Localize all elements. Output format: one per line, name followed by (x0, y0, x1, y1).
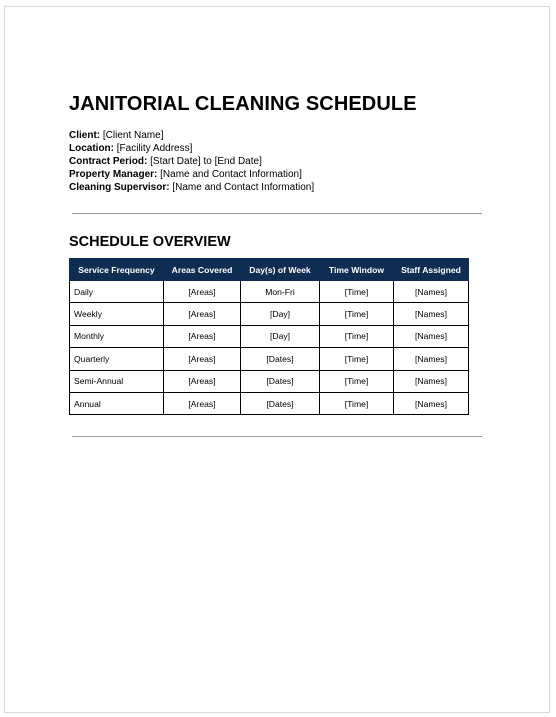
table-cell: [Day] (241, 303, 320, 325)
table-cell: [Time] (320, 325, 394, 347)
table-cell: Mon-Fri (241, 281, 320, 303)
table-cell: [Names] (394, 370, 469, 392)
table-cell: [Time] (320, 348, 394, 370)
table-cell: [Areas] (164, 348, 241, 370)
table-cell: Semi-Annual (70, 370, 164, 392)
schedule-table (69, 258, 469, 415)
table-cell: Monthly (70, 325, 164, 347)
table-cell: [Day] (241, 325, 320, 347)
table-row (70, 370, 469, 392)
info-value: [Name and Contact Information] (172, 182, 315, 194)
table-row (70, 281, 469, 303)
table-cell: [Time] (320, 281, 394, 303)
table-cell: Quarterly (70, 348, 164, 370)
column-header: Time Window (320, 259, 394, 281)
info-property-manager (69, 168, 314, 181)
column-header: Staff Assigned (394, 259, 469, 281)
table-cell: [Time] (320, 392, 394, 414)
info-label: Client: (69, 130, 101, 141)
table-cell: [Dates] (241, 348, 320, 370)
table-cell: [Areas] (164, 370, 241, 392)
contract-info (69, 129, 314, 194)
column-header: Areas Covered (164, 259, 241, 281)
info-label: Contract Period: (69, 156, 148, 168)
info-value: [Name and Contact Information] (160, 169, 302, 181)
table-cell: [Areas] (164, 325, 241, 347)
table-cell: [Time] (320, 370, 394, 392)
table-row (70, 392, 469, 414)
table-cell: [Names] (394, 348, 469, 370)
table-cell: [Names] (394, 392, 469, 414)
table-cell: [Time] (320, 303, 394, 325)
column-header: Day(s) of Week (241, 259, 320, 281)
table-cell: [Dates] (241, 370, 320, 392)
horizontal-divider (72, 436, 482, 437)
table-cell: Daily (70, 281, 164, 303)
info-value: [Facility Address] (116, 143, 193, 155)
info-client (69, 129, 314, 142)
horizontal-divider (72, 213, 482, 214)
table-row (70, 325, 469, 347)
table-cell: [Names] (394, 303, 469, 325)
table-cell: [Names] (394, 325, 469, 347)
info-cleaning-supervisor (69, 181, 314, 194)
table-row (70, 303, 469, 325)
info-contract-period (69, 155, 314, 168)
table-cell: [Dates] (241, 392, 320, 414)
info-label: Location: (69, 143, 114, 155)
info-location (69, 142, 314, 155)
section-title: SCHEDULE OVERVIEW (69, 234, 231, 250)
column-header: Service Frequency (70, 259, 164, 281)
table-cell: [Areas] (164, 303, 241, 325)
document-title: JANITORIAL CLEANING SCHEDULE (69, 93, 417, 115)
info-value: [Client Name] (102, 130, 164, 141)
table-cell: [Areas] (164, 281, 241, 303)
info-label: Property Manager: (69, 169, 158, 181)
info-label: Cleaning Supervisor: (69, 182, 170, 194)
table-cell: Annual (70, 392, 164, 414)
table-cell: [Names] (394, 281, 469, 303)
table-cell: Weekly (70, 303, 164, 325)
info-value: [Start Date] to [End Date] (150, 156, 262, 168)
table-cell: [Areas] (164, 392, 241, 414)
table-header-row (70, 259, 469, 281)
table-row (70, 348, 469, 370)
